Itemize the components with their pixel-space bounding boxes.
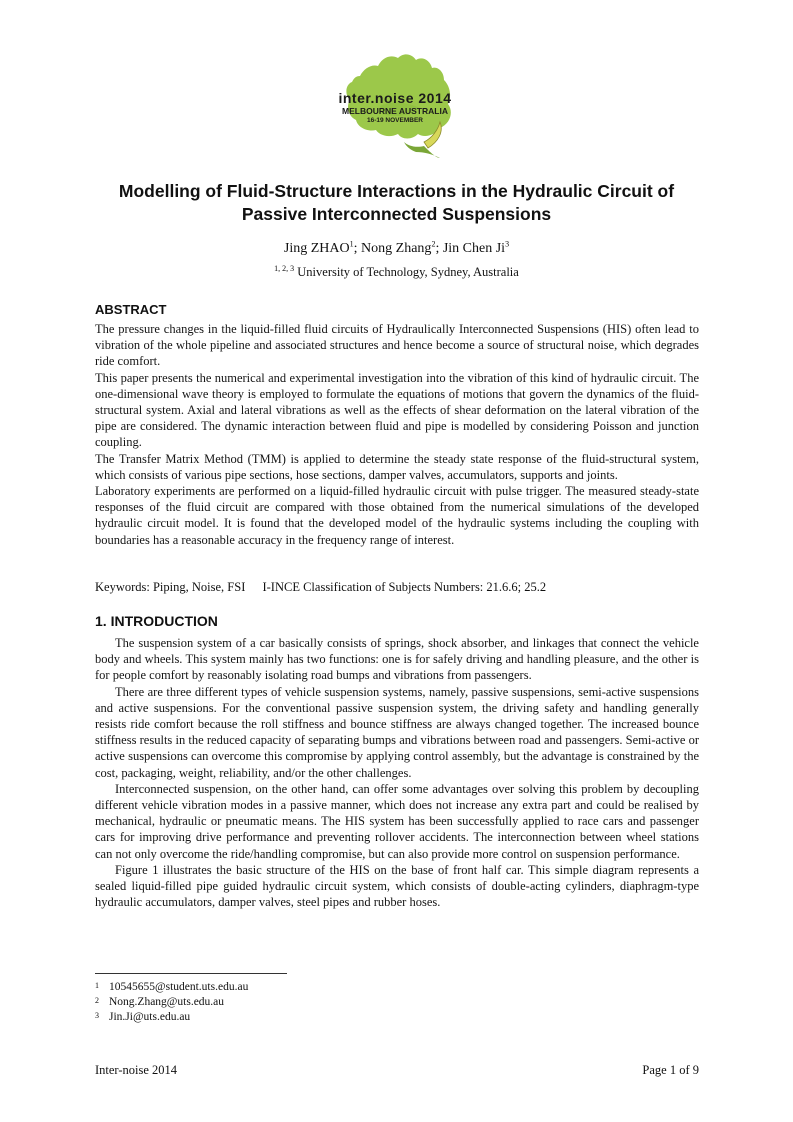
keywords-line — [95, 580, 560, 595]
affiliation-text: University of Technology, Sydney, Australia — [297, 265, 519, 279]
logo-dates: 16-19 NOVEMBER — [367, 117, 423, 124]
abstract-body — [95, 321, 699, 548]
footnote — [95, 995, 248, 1010]
author-sup: 2 — [431, 239, 436, 249]
author-sup: 3 — [505, 239, 510, 249]
footnote-divider — [95, 973, 287, 974]
keywords: Keywords: Piping, Noise, FSI — [95, 580, 246, 594]
footnote-number: 1 — [95, 981, 99, 990]
introduction-heading: 1. INTRODUCTION — [95, 613, 218, 629]
footnote-email[interactable]: 10545655@student.uts.edu.au — [109, 981, 249, 993]
footer-page-number: Page 1 of 9 — [642, 1063, 699, 1077]
author-list: Jing ZHAO$^1$; Nong Zhang$^2$; Jin Chen Ji$^3$ — [283, 239, 510, 256]
abstract-paragraph: This paper presents the numerical and experimental investigation into the vibration of this kind of hydraulic circuit. The one-dimensional wave theory is employed to formulate the equations of motions that govern the dynamics of the fluid-structural system. Axial and lateral vibrations as well as the effects of shear deformation on the lateral vibration of the pipe are considered. The dynamic interaction between fluid and pipe is modelled by considering Poisson and junction coupling. — [95, 370, 699, 450]
footnote-number: 3 — [95, 1011, 99, 1020]
affiliation-sup: 1, 2, 3 — [274, 263, 295, 273]
footer-conference: Inter-noise 2014 — [95, 1063, 178, 1077]
introduction-paragraph: The suspension system of a car basically consists of springs, shock absorber, and linkages that connect the vehicle body and wheels. This system mainly has two functions: one is for safely driving and handling pleasure, and the other is for people comfort by reasonably isolating road bumps and vibrations from passengers. — [95, 636, 699, 683]
conference-logo — [320, 46, 470, 166]
author-sup: 1 — [349, 239, 354, 249]
paper-title: Modelling of Fluid-Structure Interactions in the Hydraulic Circuit of Passive Interconnected Suspensions — [118, 181, 675, 224]
abstract-paragraph: The pressure changes in the liquid-filled fluid circuits of Hydraulically Interconnected Suspensions (HIS) often lead to vibration of the whole pipeline and associated structures and hence become a source of structural noise, which degrades ride comfort. — [95, 322, 699, 369]
footnote-number: 2 — [95, 996, 99, 1005]
logo-title: inter.noise 2014 — [338, 90, 452, 106]
footnote-email[interactable]: Nong.Zhang@uts.edu.au — [109, 996, 225, 1008]
author-name: Nong Zhang — [361, 241, 432, 256]
abstract-paragraph: The Transfer Matrix Method (TMM) is applied to determine the steady state response of the fluid-structural system, which consists of various pipe sections, hose sections, damper valves, accumulators, supports and joints. — [95, 451, 699, 482]
classification: I-INCE Classification of Subjects Numbers: 21.6.6; 25.2 — [262, 580, 547, 594]
footnotes — [95, 980, 248, 1025]
introduction-paragraph: There are three different types of vehicle suspension systems, namely, passive suspensions, semi-active suspensions and active suspensions. For the conventional passive suspension system, the driving safety and handling generally resists ride comfort because the roll stiffness and bounce stiffness are always changed together. The increased bounce stiffness results in the reduced capacity of separating bumps and vibrations between road and passengers. Semi-active or active suspensions can overcome this compromise by applying control assembly, but the advantage is constrained by the cost, packaging, weight, reliability, and/or the other challenges. — [95, 684, 699, 780]
abstract-heading: ABSTRACT — [95, 302, 167, 317]
footnote — [95, 1010, 248, 1025]
affiliation — [0, 265, 793, 280]
footnote — [95, 980, 248, 995]
introduction-paragraph: Interconnected suspension, on the other hand, can offer some advantages over solving this problem by decoupling different vehicle vibration modes in a passive manner, which does not increase any extra part and could be realised by mechanical, hydraulic or pneumatic means. The HIS system has been successfully applied to race cars and passenger cars for improving drive performance and preventing rollover accidents. The interconnection between wheel stations can not only overcome the ride/handling compromise, but can also provide more control on suspension performance. — [95, 781, 699, 861]
abstract-paragraph: Laboratory experiments are performed on a liquid-filled hydraulic circuit with pulse trigger. The measured steady-state responses of the fluid circuit are compared with those obtained from the numerical simulations of the developed hydraulic circuit model. It is found that the developed model of the hydraulic systems including the coupling with boundaries has a reasonable accuracy in the frequency range of interest. — [95, 484, 699, 547]
introduction-paragraph: Figure 1 illustrates the basic structure of the HIS on the base of front half car. This simple diagram represents a sealed liquid-filled pipe guided hydraulic circuit system, which consists of double-acting cylinders, diaphragm-type hydraulic accumulators, damper valves, steel pipes and rubber hoses. — [95, 862, 699, 910]
logo-subtitle: MELBOURNE AUSTRALIA — [342, 106, 448, 116]
footnote-email[interactable]: Jin.Ji@uts.edu.au — [109, 1011, 191, 1023]
introduction-body — [95, 635, 699, 910]
author-name: Jin Chen Ji — [442, 241, 506, 256]
author-name: Jing ZHAO — [283, 241, 350, 256]
